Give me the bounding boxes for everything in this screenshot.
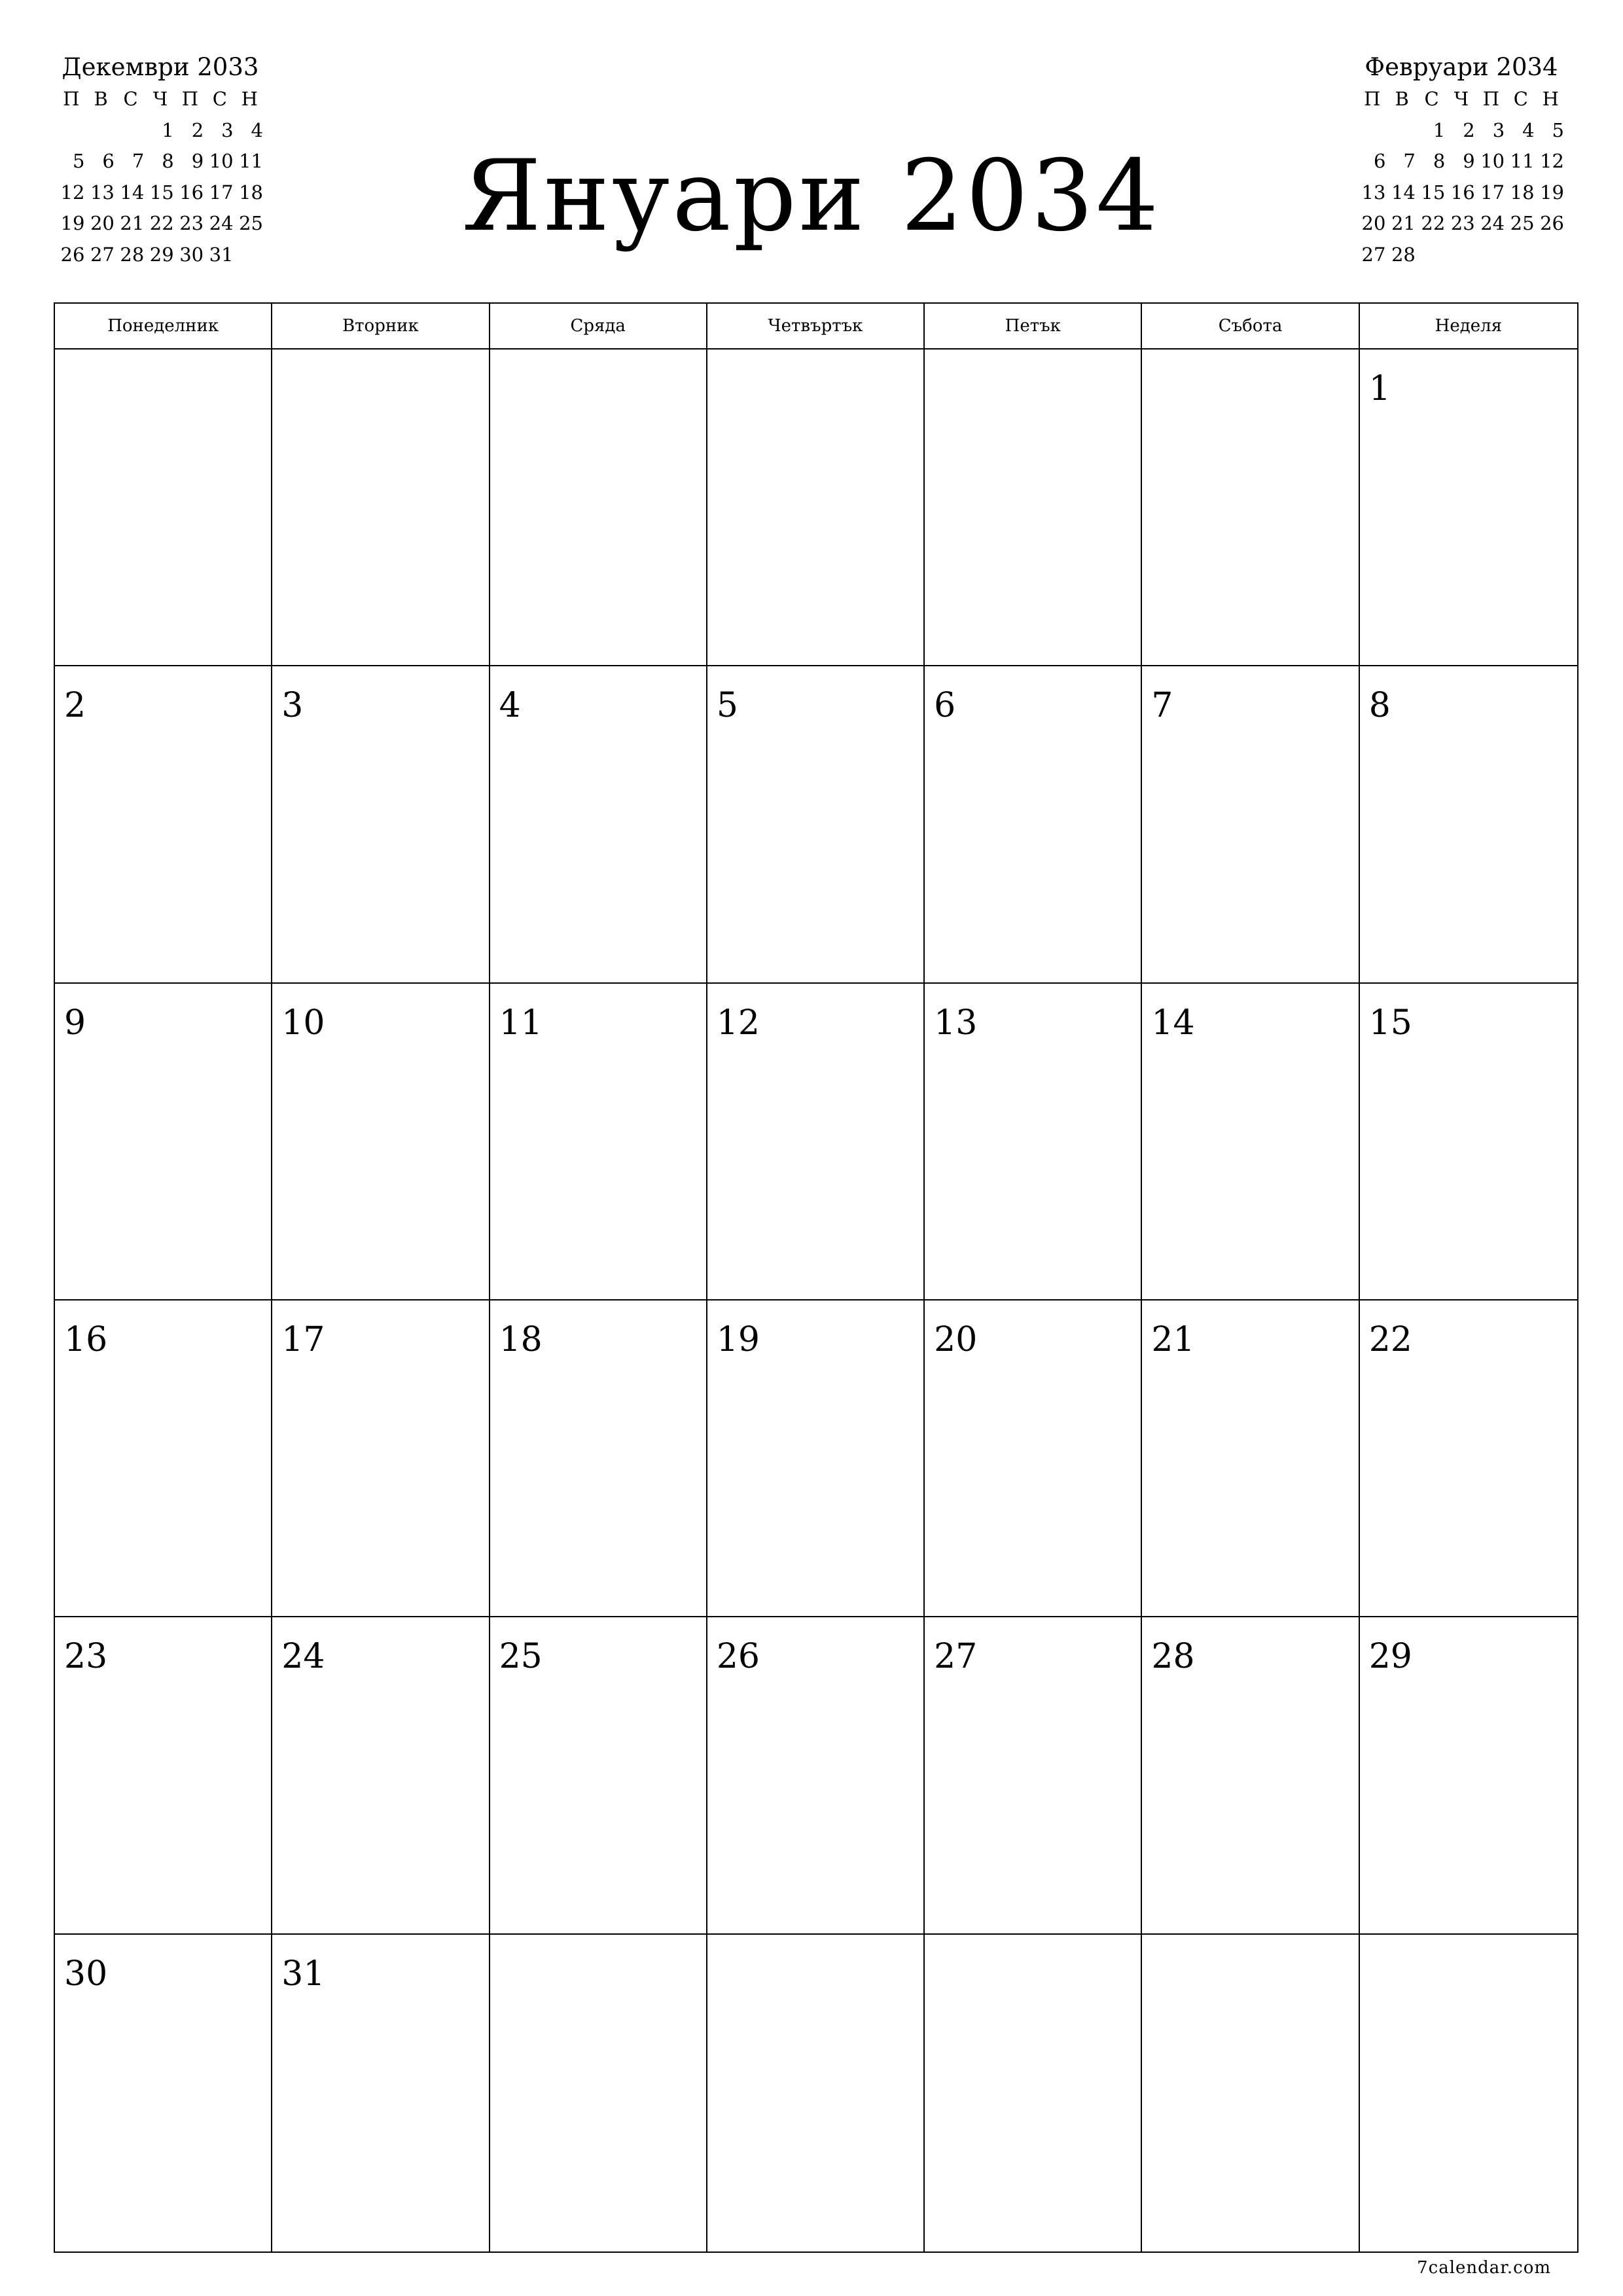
mini-day-number: 5 [72,150,85,172]
weekday-header: Петък [925,304,1142,350]
day-number: 18 [499,1320,543,1359]
mini-day-number: 24 [1480,212,1505,234]
mini-day-number: 28 [1391,243,1416,266]
mini-day-number: 3 [1492,118,1505,141]
day-number: 30 [64,1954,108,1994]
mini-day-number: 2 [191,118,204,141]
day-cell[interactable] [1142,1617,1359,1934]
day-number: 3 [281,686,304,726]
day-cell[interactable] [490,350,707,666]
day-number: 24 [281,1637,325,1677]
day-cell[interactable] [1142,1300,1359,1617]
weekday-header: Неделя [1360,304,1577,350]
weekday-header: Сряда [490,304,707,350]
day-number: 27 [934,1637,978,1677]
mini-day-number: 12 [1540,150,1564,172]
mini-day-number: 3 [221,118,234,141]
mini-day-number: 21 [120,212,145,234]
day-cell[interactable] [925,1300,1142,1617]
mini-day-number: 1 [162,118,174,141]
mini-weekday-initial: П [181,88,199,110]
mini-day-number [86,115,115,147]
day-number: 22 [1368,1320,1412,1359]
day-cell[interactable] [1360,350,1577,666]
mini-day-number: 10 [209,150,234,172]
mini-day-number: 10 [1480,150,1505,172]
mini-day-number: 23 [179,212,204,234]
day-number: 17 [281,1320,325,1359]
day-cell[interactable] [925,984,1142,1300]
day-cell[interactable] [707,1300,925,1617]
day-cell[interactable] [1360,1300,1577,1617]
mini-day-number: 22 [1421,212,1446,234]
mini-day-number: 17 [209,181,234,204]
day-number: 8 [1368,686,1391,726]
mini-day-number: 2 [1463,118,1475,141]
day-cell[interactable] [707,350,925,666]
mini-day-number: 19 [60,212,85,234]
day-cell[interactable] [272,1935,490,2251]
prev-month-title: Декември 2033 [62,53,259,81]
mini-day-number: 25 [1510,212,1535,234]
mini-day-number: 8 [162,150,174,172]
month-grid [54,302,1578,2253]
mini-day-number: 6 [102,150,115,172]
day-number: 25 [499,1637,543,1677]
mini-day-number: 24 [209,212,234,234]
day-cell[interactable] [490,1617,707,1934]
day-cell[interactable] [925,666,1142,983]
mini-day-number [1357,115,1387,147]
mini-day-number: 1 [1433,118,1446,141]
day-cell[interactable] [1360,1617,1577,1934]
day-number: 10 [281,1003,325,1043]
day-number: 19 [716,1320,760,1359]
mini-day-number: 14 [1391,181,1416,204]
mini-weekday-initial: П [1364,88,1381,110]
day-cell[interactable] [707,1935,925,2251]
mini-day-number: 20 [1361,212,1386,234]
mini-weekday-initial: П [63,88,80,110]
day-number: 11 [499,1003,543,1043]
mini-day-number: 8 [1433,150,1446,172]
day-cell[interactable] [490,666,707,983]
day-cell[interactable] [1360,666,1577,983]
day-cell[interactable] [1142,984,1359,1300]
mini-day-number: 11 [1510,150,1535,172]
mini-day-number: 7 [1403,150,1416,172]
mini-weekday-initial: В [94,88,108,110]
day-cell[interactable] [925,1935,1142,2251]
mini-day-number: 4 [1522,118,1535,141]
day-number: 15 [1368,1003,1412,1043]
prev-month-grid [56,84,264,270]
mini-day-number: 27 [90,243,115,266]
day-cell[interactable] [1360,984,1577,1300]
day-cell[interactable] [55,1617,272,1934]
mini-day-number: 29 [149,243,174,266]
day-cell[interactable] [1142,1935,1359,2251]
day-cell[interactable] [55,350,272,666]
day-number: 12 [716,1003,760,1043]
day-cell[interactable] [1360,1935,1577,2251]
mini-day-number: 25 [239,212,263,234]
day-cell[interactable] [490,984,707,1300]
mini-day-number: 7 [132,150,145,172]
mini-day-number: 30 [179,243,204,266]
mini-weekday-initial: П [1482,88,1500,110]
mini-day-number [1476,240,1506,271]
mini-weekday-initial: С [1424,88,1439,110]
mini-day-number [1506,240,1535,271]
day-number: 6 [934,686,956,726]
mini-day-number: 5 [1552,118,1564,141]
day-cell[interactable] [707,984,925,1300]
mini-day-number: 12 [60,181,85,204]
day-number: 31 [281,1954,325,1994]
mini-day-number: 21 [1391,212,1416,234]
mini-weekday-initial: Ч [152,88,168,110]
next-month-title: Февруари 2034 [1364,53,1558,81]
prev-month-mini-calendar [56,51,264,270]
day-cell[interactable] [490,1300,707,1617]
day-cell[interactable] [272,350,490,666]
day-number: 21 [1151,1320,1195,1359]
day-number: 9 [64,1003,86,1043]
mini-day-number: 19 [1540,181,1564,204]
mini-day-number: 31 [209,243,234,266]
mini-weekday-initial: Н [1542,88,1559,110]
day-cell[interactable] [272,1617,490,1934]
day-cell[interactable] [272,666,490,983]
mini-day-number: 16 [179,181,204,204]
mini-day-number: 6 [1373,150,1386,172]
day-number: 13 [934,1003,978,1043]
mini-day-number: 26 [1540,212,1564,234]
mini-day-number: 13 [90,181,115,204]
mini-day-number: 23 [1450,212,1475,234]
day-number: 5 [716,686,738,726]
day-number: 20 [934,1320,978,1359]
next-month-grid [1357,84,1565,270]
mini-day-number [56,115,86,147]
mini-day-number: 27 [1361,243,1386,266]
mini-day-number [235,240,264,271]
day-cell[interactable] [925,1617,1142,1934]
mini-day-number: 15 [149,181,174,204]
weekday-header: Понеделник [55,304,272,350]
day-cell[interactable] [707,1617,925,1934]
day-number: 16 [64,1320,108,1359]
day-cell[interactable] [55,1935,272,2251]
mini-weekday-initial: С [1513,88,1528,110]
weekday-header: Четвъртък [707,304,925,350]
day-cell[interactable] [55,1300,272,1617]
day-number: 29 [1368,1637,1412,1677]
mini-day-number [1446,240,1476,271]
day-cell[interactable] [272,984,490,1300]
mini-day-number [1387,115,1416,147]
day-number: 23 [64,1637,108,1677]
day-number: 14 [1151,1003,1195,1043]
mini-day-number: 13 [1361,181,1386,204]
day-number: 28 [1151,1637,1195,1677]
mini-day-number: 22 [149,212,174,234]
day-number: 7 [1151,686,1173,726]
day-cell[interactable] [1142,666,1359,983]
mini-day-number [116,115,145,147]
mini-day-number: 17 [1480,181,1505,204]
day-cell[interactable] [55,984,272,1300]
mini-weekday-initial: Ч [1454,88,1469,110]
day-number: 1 [1368,369,1391,408]
mini-day-number: 9 [191,150,204,172]
day-cell[interactable] [925,350,1142,666]
mini-day-number: 26 [60,243,85,266]
next-month-mini-calendar [1357,51,1565,270]
mini-day-number: 18 [1510,181,1535,204]
mini-day-number: 14 [120,181,145,204]
mini-day-number: 16 [1450,181,1475,204]
day-number: 26 [716,1637,760,1677]
mini-day-number [1417,240,1446,271]
weekday-header: Събота [1142,304,1359,350]
day-cell[interactable] [272,1300,490,1617]
mini-weekday-initial: С [123,88,138,110]
mini-day-number: 18 [239,181,263,204]
day-number: 4 [499,686,521,726]
day-cell[interactable] [55,666,272,983]
mini-weekday-initial: В [1395,88,1409,110]
day-cell[interactable] [490,1935,707,2251]
mini-day-number: 28 [120,243,145,266]
mini-weekday-initial: С [212,88,227,110]
weekday-header: Вторник [272,304,490,350]
day-cell[interactable] [707,666,925,983]
mini-day-number: 15 [1421,181,1446,204]
day-cell[interactable] [1142,350,1359,666]
mini-day-number: 11 [239,150,263,172]
day-number: 2 [64,686,86,726]
site-watermark: 7calendar.com [1417,2258,1551,2278]
mini-weekday-initial: Н [241,88,258,110]
month-title: Януари 2034 [461,139,1162,253]
mini-day-number [1536,240,1565,271]
mini-day-number: 4 [251,118,263,141]
mini-day-number: 9 [1463,150,1475,172]
mini-day-number: 20 [90,212,115,234]
